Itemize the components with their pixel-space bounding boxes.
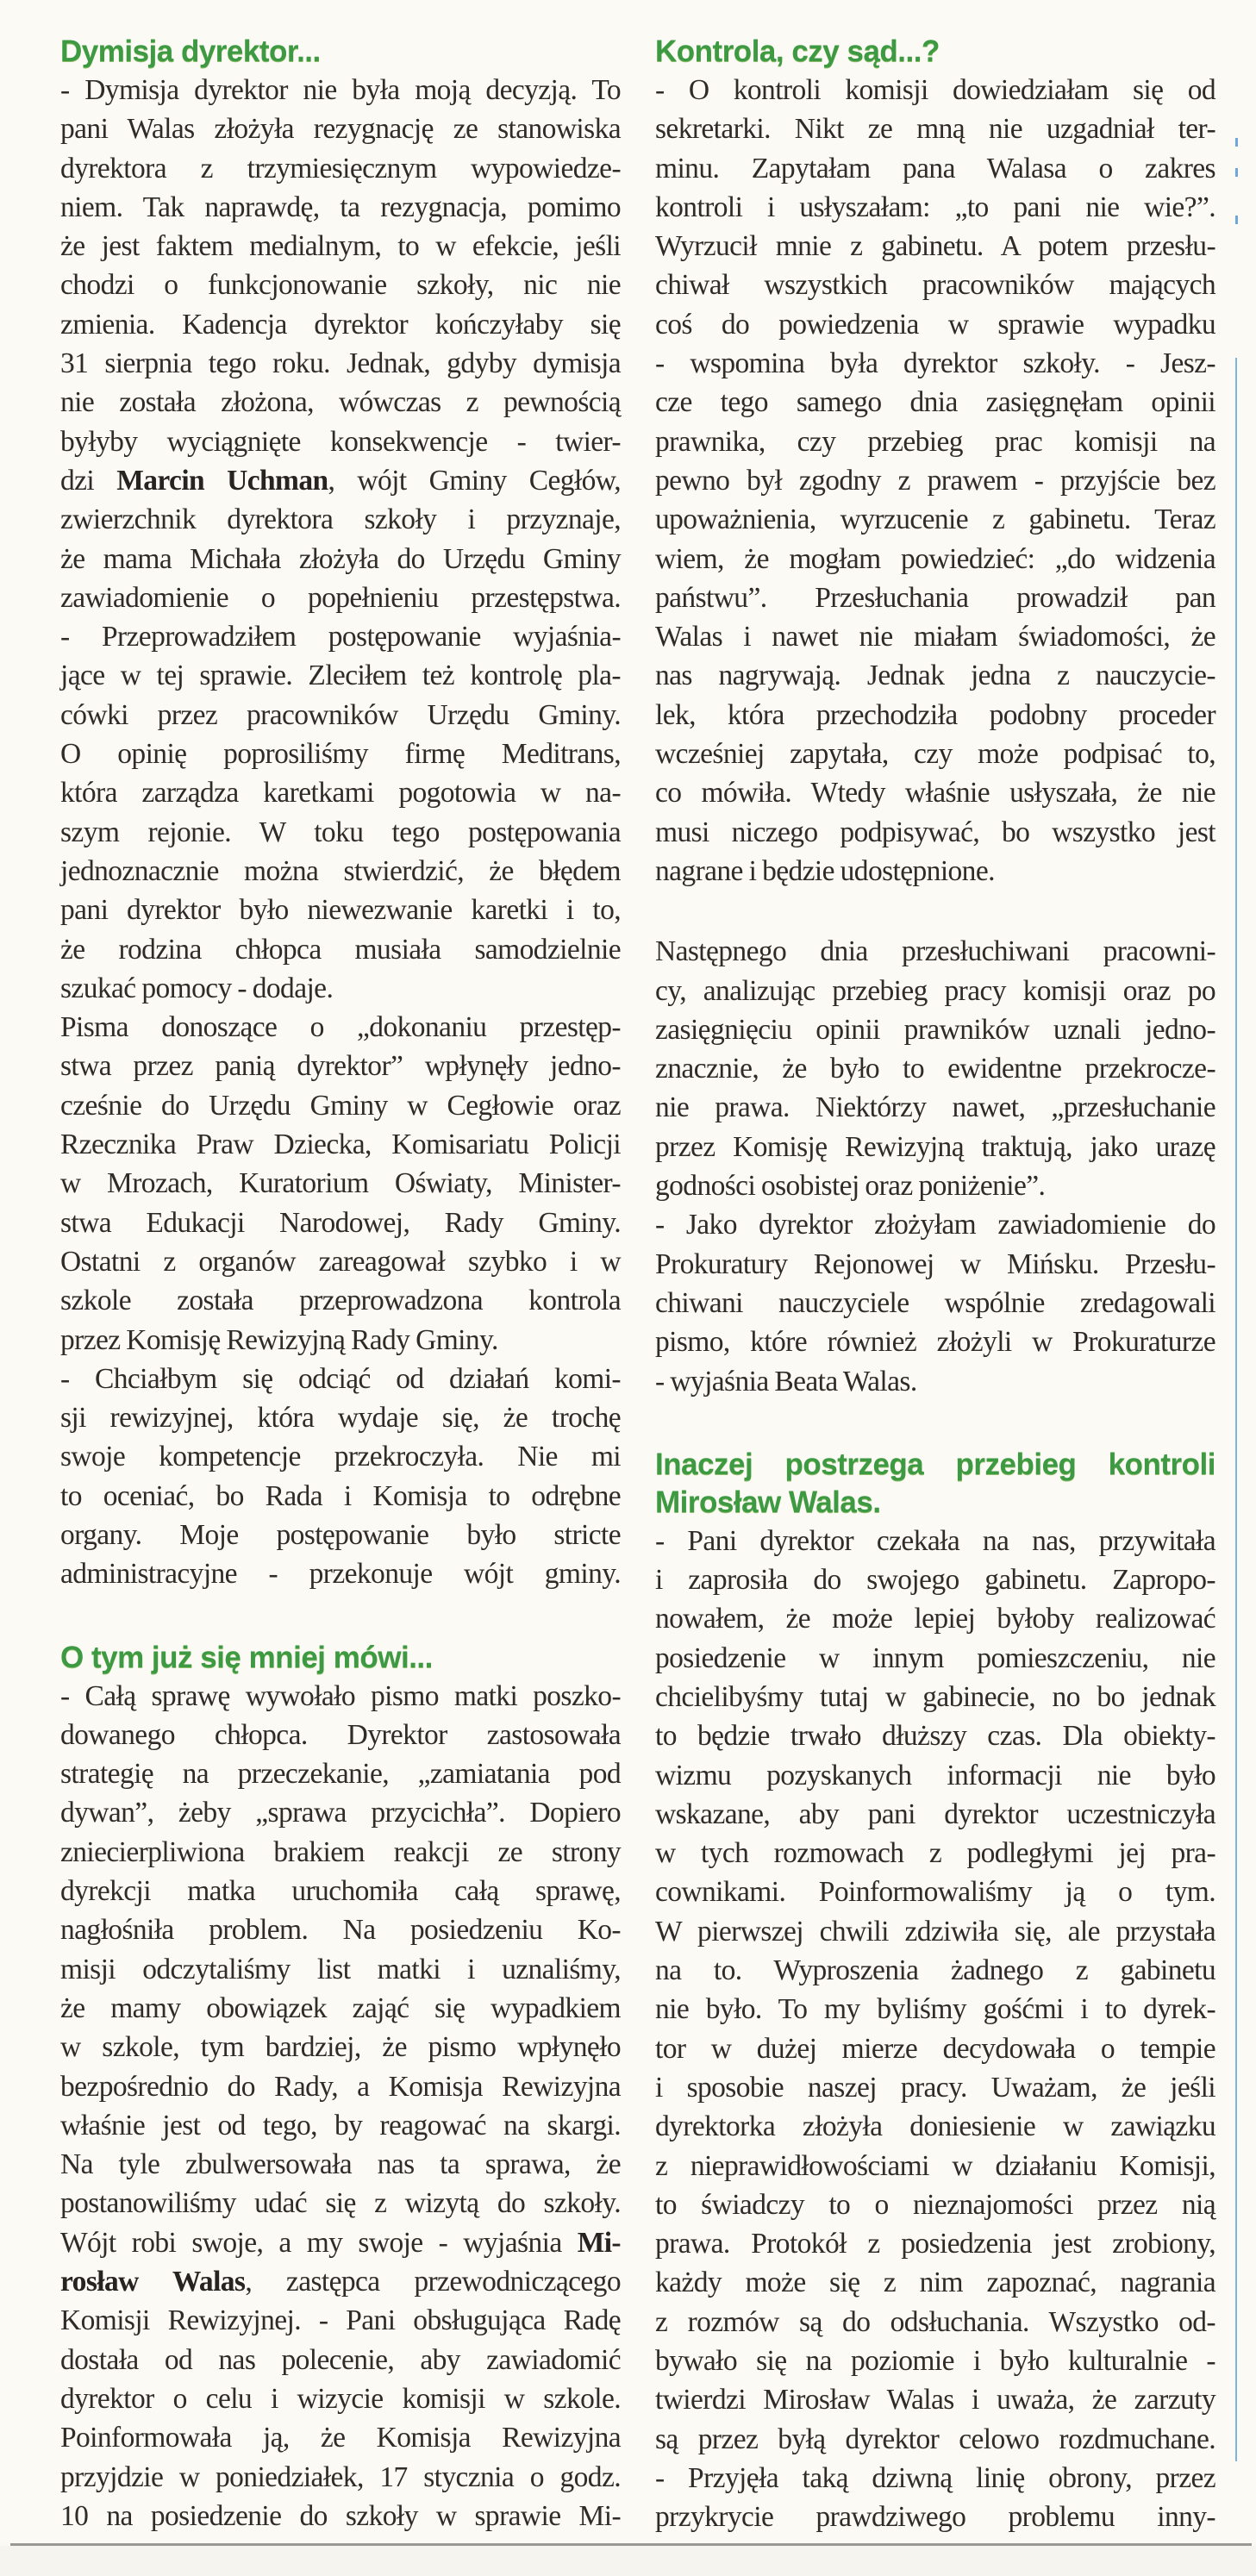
section-spacer	[655, 1401, 1215, 1446]
text-line: sji rewizyjnej, która wydaje się, że trochę	[60, 1402, 621, 1435]
text-line: strategię na przeczekanie, „zamiatania pod	[60, 1758, 621, 1791]
text-line: zawiadomienie o popełnieniu przestępstwa.	[60, 581, 621, 614]
text-line: nagłośniła problem. Na posiedzeniu Ko-	[60, 1914, 621, 1947]
scan-margin	[0, 2546, 1256, 2576]
text-line: - Całą sprawę wywołało pismo matki poszko-	[60, 1679, 621, 1712]
text-line: - wyjaśnia Beata Walas.	[655, 1365, 917, 1397]
text-line: pani dyrektor było niewezwanie karetki i to,	[60, 894, 621, 927]
text-fragment: , wójt Gminy Cegłów,	[328, 464, 621, 497]
text-line: nowałem, że może lepiej byłoby realizować	[655, 1603, 1215, 1635]
text-line: byłyby wyciągnięte konsekwencje - twier-	[60, 425, 621, 458]
text-line: przez Komisję Rewizyjną traktują, jako urazę	[655, 1130, 1215, 1163]
text-line: wizmu pozyskanych informacji nie było	[655, 1759, 1215, 1791]
text-line: dyrekcji matka uruchomiła całą sprawę,	[60, 1875, 621, 1908]
text-line: organy. Moje postępowanie było stricte	[60, 1518, 621, 1551]
text-line: co mówiła. Wtedy właśnie usłyszała, że nie	[655, 777, 1215, 810]
text-line: nas nagrywają. Jednak jedna z nauczycie-	[655, 660, 1215, 692]
text-line: nie została złożona, wówczas z pewnością	[60, 386, 621, 419]
text-line: każdy może się z nim zapoznać, nagrania	[655, 2267, 1215, 2299]
text-line: wcześniej zapytała, czy może podpisać to,	[655, 738, 1215, 771]
paragraph-inaczej	[655, 1522, 1215, 2576]
text-line: dyrektor o celu i wizycie komisji w szkole.	[60, 2382, 621, 2415]
text-line: Walas i nawet nie miałam świadomości, że	[655, 621, 1215, 653]
text-line: musi niczego podpisywać, bo wszystko jest	[655, 816, 1215, 848]
text-line: Następnego dnia przesłuchiwani pracowni-	[655, 935, 1215, 968]
text-line: Ostatni z organów zareagował szybko i w	[60, 1245, 621, 1278]
text-line: - Jako dyrektor złożyłam zawiadomienie do	[655, 1209, 1215, 1241]
text-line: i zaprosiła do swojego gabinetu. Zapropo-	[655, 1564, 1215, 1597]
text-line: niem. Tak naprawdę, ta rezygnacja, pomimo	[60, 191, 621, 223]
text-line: Poinformowała ją, że Komisja Rewizyjna	[60, 2422, 621, 2454]
text-line: stwa przez panią dyrektor” wpłynęły jedno-	[60, 1050, 621, 1083]
text-line: państwu”. Przesłuchania prowadził pan	[655, 581, 1215, 614]
text-line: 31 sierpnia tego roku. Jednak, gdyby dymisja	[60, 347, 621, 380]
section-heading-kontrola: Kontrola, czy sąd...?	[655, 34, 940, 68]
text-line: - Chciałbym się odciąć od działań komi-	[60, 1362, 621, 1395]
text-line: - Przyjęła taką dziwną linię obrony, przez	[655, 2461, 1215, 2494]
section-spacer	[60, 1594, 621, 1639]
text-line: która zarządza karetkami pogotowia w na-	[60, 777, 621, 810]
text-fragment: dzi	[60, 464, 117, 497]
text-line: i sposobie naszej pracy. Uważam, że jeśli	[655, 2071, 1215, 2104]
text-line: misji odczytaliśmy list matki i uznaliśmy,	[60, 1953, 621, 1985]
text-line: na to. Wyproszenia żadnego z gabinetu	[655, 1954, 1215, 1987]
text-line-with-name	[60, 2262, 621, 2301]
text-line: z rozmów są do odsłuchania. Wszystko od-	[655, 2305, 1215, 2338]
text-line: administracyjne - przekonuje wójt gminy.	[60, 1558, 621, 1591]
person-name-miroslaw-walas-part1: Mi-	[577, 2226, 621, 2259]
text-line: właśnie jest od tego, by reagować na skargi.	[60, 2109, 621, 2141]
paragraph-spacer	[655, 891, 1215, 932]
right-column	[655, 33, 1215, 2576]
text-line: chcielibyśmy tutaj w gabinecie, no bo jednak	[655, 1680, 1215, 1713]
section-heading-o-tym-juz: O tym już się mniej mówi...	[60, 1640, 433, 1674]
text-line: lek, która przechodziła podobny proceder	[655, 698, 1215, 731]
text-line: zwierzchnik dyrektora szkoły i przyznaje,	[60, 503, 621, 536]
text-line: dyrektora z trzymiesięcznym wypowiedze-	[60, 152, 621, 184]
text-line: prawnika, czy przebieg prac komisji na	[655, 425, 1215, 458]
text-line: cy, analizując przebieg pracy komisji oraz po	[655, 974, 1215, 1007]
text-line: w Mrozach, Kuratorium Oświaty, Minister-	[60, 1167, 621, 1200]
text-line: - Pani dyrektor czekała na nas, przywitała	[655, 1524, 1215, 1557]
text-line: godności osobistej oraz poniżenie”.	[655, 1170, 1046, 1203]
text-line: cownikami. Poinformowaliśmy ją o tym.	[655, 1876, 1215, 1909]
blue-mark	[1235, 138, 1238, 147]
blue-mark	[1235, 216, 1238, 224]
text-line: pani Walas złożyła rezygnację ze stanowiska	[60, 113, 621, 146]
text-line: to będzie trwało dłuższy czas. Dla obiekty-	[655, 1720, 1215, 1753]
text-line: chiwani nauczyciele wspólnie zredagowali	[655, 1286, 1215, 1319]
text-line: dywan”, żeby „sprawa przycichła”. Dopiero	[60, 1797, 621, 1829]
paragraph-dymisja	[60, 71, 621, 1594]
text-line: w szkole, tym bardziej, że pismo wpłynęło	[60, 2031, 621, 2064]
paragraph-kontrola	[655, 71, 1215, 891]
text-line: dowanego chłopca. Dyrektor zastosowała	[60, 1718, 621, 1751]
text-line: przykrycie prawdziwego problemu inny-	[655, 2501, 1215, 2534]
text-fragment: , zastępca przewodniczącego	[245, 2266, 621, 2298]
column-rule	[1235, 358, 1237, 2461]
text-line: - O kontroli komisji dowiedziałam się od	[655, 74, 1215, 106]
heading-line: Inaczej postrzega przebieg kontroli	[655, 1447, 1215, 1481]
text-line: cówki przez pracowników Urzędu Gminy.	[60, 698, 621, 731]
text-line: twierdzi Mirosław Walas i uważa, że zarzuty	[655, 2384, 1215, 2417]
text-line: prawa. Protokół z posiedzenia jest zrobiony,	[655, 2228, 1215, 2260]
text-line: kontroli i usłyszałam: „to pani nie wie?”.	[655, 191, 1215, 223]
text-fragment: Wójt robi swoje, a my swoje - wyjaśnia	[60, 2226, 578, 2259]
text-line: to oceniać, bo Rada i Komisja to odrębne	[60, 1479, 621, 1512]
text-line: bezpośrednio do Rady, a Komisja Rewizyjna	[60, 2070, 621, 2103]
text-line: nagrane i będzie udostępnione.	[655, 854, 995, 887]
text-line: wskazane, aby pani dyrektor uczestniczyła	[655, 1798, 1215, 1830]
person-name-marcin-uchman: Marcin Uchman	[116, 464, 328, 497]
text-line: 10 na posiedzenie do szkoły w sprawie Mi-	[60, 2499, 621, 2532]
text-line: sekretarki. Nikt ze mną nie uzgadniał ter-	[655, 113, 1215, 146]
section-heading-dymisja: Dymisja dyrektor...	[60, 34, 321, 68]
text-line: że mamy obowiązek zająć się wypadkiem	[60, 1991, 621, 2024]
text-line: stwa Edukacji Narodowej, Rady Gminy.	[60, 1206, 621, 1239]
text-line: swoje kompetencje przekroczyła. Nie mi	[60, 1441, 621, 1473]
paragraph-o-tym-juz	[60, 1677, 621, 2575]
text-line: przyjdzie w poniedziałek, 17 stycznia o godz.	[60, 2460, 621, 2493]
text-line: Prokuratury Rejonowej w Mińsku. Przesłu-	[655, 1247, 1215, 1280]
section-heading-inaczej	[655, 1446, 1215, 1522]
paragraph-nastepnego-dnia	[655, 932, 1215, 1401]
text-line: nie było. To my byliśmy gośćmi i to dyrek-	[655, 1993, 1215, 2026]
text-line: O opinię poprosiliśmy firmę Meditrans,	[60, 738, 621, 771]
left-column	[60, 33, 621, 2574]
text-line: cześnie do Urzędu Gminy w Cegłowie oraz	[60, 1089, 621, 1122]
text-line: że mama Michała złożyła do Urzędu Gminy	[60, 542, 621, 575]
text-line: z nieprawidłowościami w działaniu Komisji,	[655, 2149, 1215, 2182]
text-line: to świadczy to o nieznajomości przez nią	[655, 2188, 1215, 2221]
text-line: szkole została przeprowadzona kontrola	[60, 1285, 621, 1317]
text-line: że jest faktem medialnym, to w efekcie, jeśli	[60, 230, 621, 263]
text-line-with-name	[60, 2223, 621, 2262]
text-line: nie prawa. Niektórzy nawet, „przesłuchanie	[655, 1091, 1215, 1124]
blue-mark	[1235, 168, 1238, 177]
text-line: - wspomina była dyrektor szkoły. - Jesz-	[655, 347, 1215, 380]
text-line: upoważnienia, wyrzucenie z gabinetu. Teraz	[655, 503, 1215, 536]
text-line: chodzi o funkcjonowanie szkoły, nic nie	[60, 269, 621, 302]
text-line: znacznie, że było to ewidentne przekrocze-	[655, 1053, 1215, 1085]
text-line: tor w dużej mierze decydowała o tempie	[655, 2032, 1215, 2065]
text-line: jednoznacznie można stwierdzić, że błędem	[60, 854, 621, 887]
text-line: Wyrzucił mnie z gabinetu. A potem przesłu-	[655, 230, 1215, 263]
text-line: w tych rozmowach z podległymi jej pra-	[655, 1837, 1215, 1870]
text-line: coś do powiedzenia w sprawie wypadku	[655, 308, 1215, 341]
text-line: - Przeprowadziłem postępowanie wyjaśnia-	[60, 621, 621, 653]
text-line: Pisma donoszące o „dokonaniu przestęp-	[60, 1011, 621, 1044]
text-line: chiwał wszystkich pracowników mających	[655, 269, 1215, 302]
text-line: Komisji Rewizyjnej. - Pani obsługująca Radę	[60, 2304, 621, 2337]
text-line: - Dymisja dyrektor nie była moją decyzją. To	[60, 74, 621, 106]
text-line: szukać pomocy - dodaje.	[60, 972, 334, 1004]
text-line: W pierwszej chwili zdziwiła się, ale przystała	[655, 1915, 1215, 1948]
text-line: są przez byłą dyrektor celowo rozdmuchane.	[655, 2423, 1215, 2455]
text-line: dyrektorka złożyła doniesienie w zawiązku	[655, 2110, 1215, 2143]
text-line: cze tego samego dnia zasięgnęłam opinii	[655, 386, 1215, 419]
text-line-with-name	[60, 461, 621, 500]
text-line: zasięgnięciu opinii prawników uznali jedno-	[655, 1013, 1215, 1046]
text-line: posiedzenie w innym pomieszczeniu, nie	[655, 1641, 1215, 1674]
text-line: bywało się na poziomie i było kulturalnie -	[655, 2345, 1215, 2378]
text-line: dostała od nas polecenie, aby zawiadomić	[60, 2343, 621, 2376]
text-line: pewno był zgodny z prawem - przyjście bez	[655, 464, 1215, 497]
text-line: wiem, że mogłam powiedzieć: „do widzenia	[655, 542, 1215, 575]
text-line: zniecierpliwiona brakiem reakcji ze strony	[60, 1835, 621, 1868]
text-line: pismo, które również złożyli w Prokuraturze	[655, 1326, 1215, 1359]
text-line: zmienia. Kadencja dyrektor kończyłaby się	[60, 308, 621, 341]
text-line: przez Komisję Rewizyjną Rady Gminy.	[60, 1323, 498, 1356]
text-line: szym rejonie. W toku tego postępowania	[60, 816, 621, 848]
text-line: postanowiliśmy udać się z wizytą do szkoły.	[60, 2187, 621, 2220]
person-name-miroslaw-walas-part2: rosław Walas	[60, 2266, 246, 2298]
text-line: Rzecznika Praw Dziecka, Komisariatu Policji	[60, 1129, 621, 1161]
text-line: jące w tej sprawie. Zleciłem też kontrolę pla-	[60, 660, 621, 692]
text-line: Na tyle zbulwersowała nas ta sprawa, że	[60, 2148, 621, 2181]
text-line: że rodzina chłopca musiała samodzielnie	[60, 933, 621, 966]
text-line: minu. Zapytałam pana Walasa o zakres	[655, 152, 1215, 184]
heading-line: Mirosław Walas.	[655, 1485, 881, 1519]
